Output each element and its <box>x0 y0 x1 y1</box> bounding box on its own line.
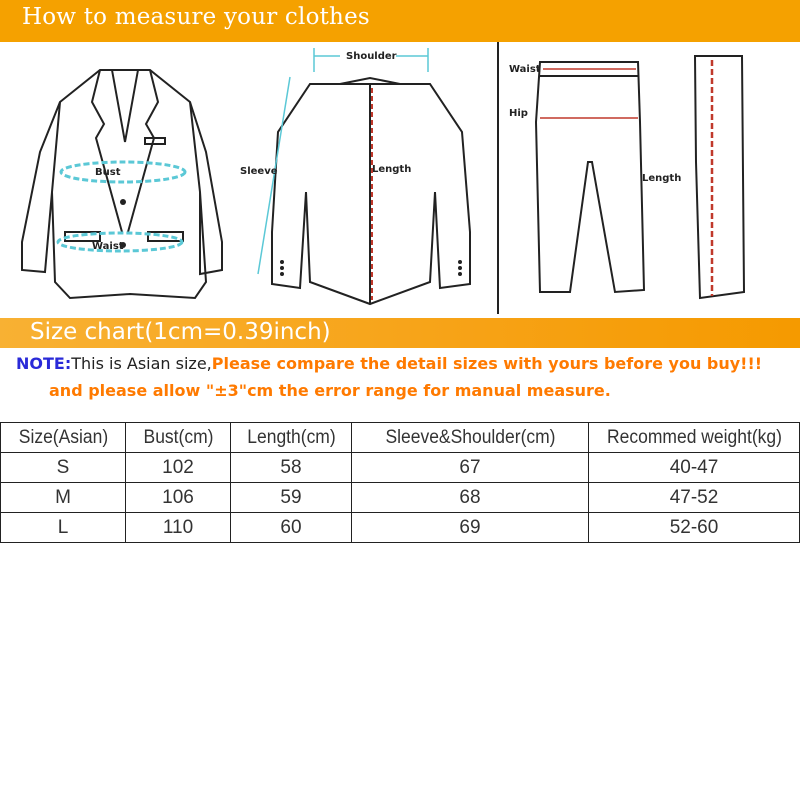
cell-bust: 110 <box>126 513 231 543</box>
bust-label: Bust <box>95 167 121 178</box>
cell-bust: 106 <box>126 483 231 513</box>
table-header-row <box>1 423 800 453</box>
measurement-illustration <box>0 42 800 314</box>
note-error-range: and please allow "±3"cm the error range for manual measure. <box>49 381 611 400</box>
waist-label-jacket: Waist <box>92 241 124 252</box>
bust-measure-band <box>61 162 185 182</box>
cell-weight: 52-60 <box>589 513 800 543</box>
page-title: How to measure your clothes <box>22 4 370 30</box>
header-bust: Bust(cm) <box>130 423 227 453</box>
jacket-back-drawing <box>272 78 470 304</box>
cell-length: 59 <box>231 483 352 513</box>
pants-side-drawing <box>695 56 744 298</box>
note-asian-size: This is Asian size, <box>71 354 212 373</box>
size-table <box>0 422 800 543</box>
cell-length: 58 <box>231 453 352 483</box>
length-label-pants: Length <box>642 173 682 184</box>
cell-sleeve-shoulder: 68 <box>352 483 589 513</box>
header-banner <box>0 0 800 42</box>
table-row <box>1 513 800 543</box>
table-row <box>1 483 800 513</box>
header-size: Size(Asian) <box>6 423 121 453</box>
cell-sleeve-shoulder: 67 <box>352 453 589 483</box>
length-label-jacket: Length <box>372 164 412 175</box>
hip-label: Hip <box>509 108 528 119</box>
note-prefix: NOTE: <box>16 354 72 373</box>
size-note <box>16 350 762 404</box>
shoulder-label: Shoulder <box>346 51 397 62</box>
size-chart-banner <box>0 318 800 348</box>
cell-weight: 47-52 <box>589 483 800 513</box>
cell-weight: 40-47 <box>589 453 800 483</box>
header-weight: Recommed weight(kg) <box>597 423 791 453</box>
cell-size: M <box>1 483 126 513</box>
table-row <box>1 453 800 483</box>
waist-label-pants: Waist <box>509 64 541 75</box>
size-chart-title: Size chart(1cm=0.39inch) <box>30 319 331 345</box>
cell-sleeve-shoulder: 69 <box>352 513 589 543</box>
cell-size: L <box>1 513 126 543</box>
illustration-divider <box>497 42 499 314</box>
cell-length: 60 <box>231 513 352 543</box>
sleeve-label: Sleeve <box>240 166 278 177</box>
header-length: Length(cm) <box>235 423 346 453</box>
cell-bust: 102 <box>126 453 231 483</box>
note-compare: Please compare the detail sizes with yours before you buy!!! <box>211 354 763 373</box>
jacket-front-drawing <box>22 70 222 298</box>
header-sleeve-shoulder: Sleeve&Shoulder(cm) <box>361 423 579 453</box>
cell-size: S <box>1 453 126 483</box>
pants-front-drawing <box>536 62 644 292</box>
